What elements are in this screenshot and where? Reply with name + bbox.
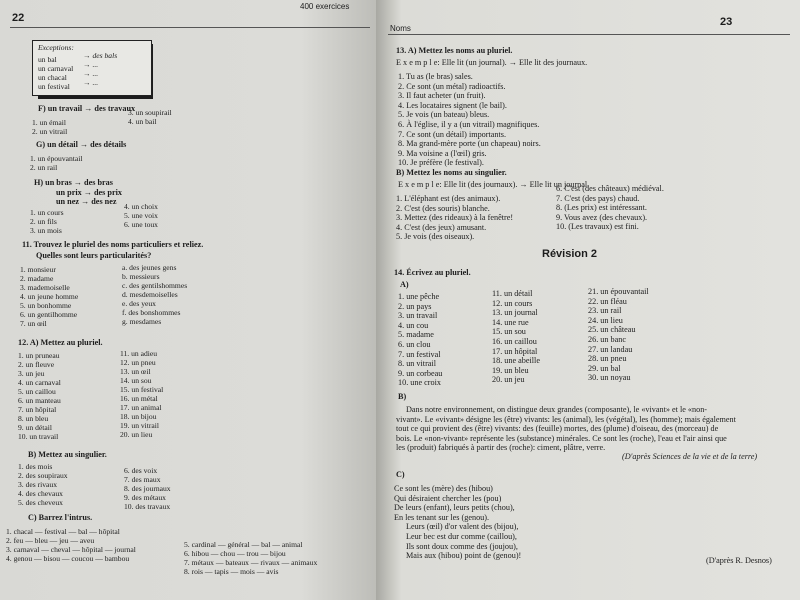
list-item: 25. un château	[588, 325, 636, 335]
list-item: 7. un hôpital	[18, 405, 57, 414]
ex14-col3	[588, 287, 649, 383]
exercise-13a-title: 13. A) Mettez les noms au pluriel.	[396, 46, 513, 55]
exercise-14-title: 14. Écrivez au pluriel.	[394, 268, 471, 277]
list-item: a. des jeunes gens	[122, 263, 177, 272]
running-head: 400 exercices	[300, 2, 350, 11]
list-item: 12. un cours	[492, 298, 533, 308]
list-item: 19. un vitrail	[120, 421, 160, 430]
ex12a-col2	[120, 349, 163, 439]
header-rule	[10, 27, 370, 28]
list-item: 8. (Les prix) est intéressant.	[556, 203, 647, 213]
list-item: 7. Ce sont (un détail) importants.	[398, 129, 507, 139]
poem-line: De leurs (enfant), leurs petits (chou),	[394, 503, 515, 513]
list-item: 7. C'est (des pays) chaud.	[556, 193, 640, 203]
list-item: → des bals	[83, 51, 118, 60]
paragraph-line: bois. Le «non-vivant» représente les (substance) minérales. Ce sont les (roche), l'eau et l'air ainsi que	[396, 433, 727, 443]
list-item: 16. un métal	[120, 394, 158, 403]
exercise-13b-example: E x e m p l e: Elle lit (des journaux). → Elle lit un journal.	[398, 180, 590, 189]
list-item: 9. un corbeau	[398, 368, 443, 378]
list-item: 1. chacal — festival — bal — hôpital	[6, 527, 120, 536]
exercise-13a-example: E x e m p l e: Elle lit (un journal). → Elle lit des journaux.	[396, 58, 588, 67]
list-item: 17. un hôpital	[492, 346, 538, 356]
list-item: 3. un mois	[30, 226, 62, 235]
left-page	[0, 0, 376, 600]
exercise-11-subtitle: Quelles sont leurs particularités?	[36, 251, 152, 260]
exercise-12c-title: C) Barrez l'intrus.	[28, 513, 93, 522]
rule-line: un nez → des nez	[56, 197, 117, 207]
list-item: un carnaval	[38, 64, 74, 73]
list-item: e. des yeux	[122, 299, 156, 308]
rule-g: G) un détail → des détails	[36, 140, 127, 149]
list-item: → ...	[83, 60, 99, 69]
header-rule	[388, 34, 790, 35]
list-item: 18. un bijou	[120, 412, 157, 421]
list-item: 4. genou — bisou — coucou — bambou	[6, 554, 130, 563]
list-item: 6. un clou	[398, 339, 431, 349]
list-item: 8. un bleu	[18, 414, 49, 423]
poem-line: Ce sont les (mère) des (hibou)	[394, 484, 493, 493]
list-item: 5. Je vois (des oiseaux).	[396, 232, 475, 242]
list-item: 20. un lieu	[120, 430, 153, 439]
list-item: 1. des mois	[18, 462, 53, 471]
poem-line: Ils sont doux comme des (joujou),	[406, 541, 518, 551]
list-item: 13. un journal	[492, 308, 538, 318]
list-item: un chacal	[38, 73, 67, 82]
list-item: b. messieurs	[122, 272, 160, 281]
list-item: 5. des cheveux	[18, 498, 63, 507]
list-item: 9. un détail	[18, 423, 52, 432]
rule-h	[34, 178, 122, 207]
list-item: 18. une abeille	[492, 356, 540, 366]
ex14-col2	[492, 289, 540, 385]
list-item: 30. un noyau	[588, 373, 631, 383]
list-item: 1. un cours	[30, 208, 64, 217]
ex13b-col1	[396, 194, 513, 242]
list-item: 5. Je vois (un bateau) bleus.	[398, 110, 490, 120]
f-col2	[128, 108, 172, 126]
list-item: 4. un choix	[124, 202, 158, 211]
list-item: 3. mademoiselle	[20, 283, 70, 292]
list-item: 4. C'est (des jeux) amusant.	[396, 222, 487, 232]
exceptions-title: Exceptions:	[38, 43, 74, 52]
ex12c-col1	[6, 527, 136, 563]
list-item: d. mesdemoiselles	[122, 290, 178, 299]
rule-f: F) un travail → des travaux	[38, 104, 136, 113]
list-item: 26. un banc	[588, 334, 626, 344]
list-item: 9. Vous avez (des chevaux).	[556, 212, 648, 222]
list-item: → ...	[83, 69, 99, 78]
list-item: 6. une toux	[124, 220, 158, 229]
poem	[394, 484, 521, 561]
list-item: 2. Ce sont (un métal) radioactifs.	[398, 81, 506, 91]
list-item: 6. hibou — chou — trou — bijou	[184, 549, 286, 558]
paragraph-line: tout ce qui provient des (être) vivants: des (feuille) mortes, des (plume) d'oiseau, des (morceau) de	[396, 424, 719, 434]
list-item: 15. un festival	[120, 385, 164, 394]
list-item: 24. un lieu	[588, 315, 623, 325]
part-c-label: C)	[396, 470, 405, 479]
list-item: 1. monsieur	[20, 265, 56, 274]
section-title: Révision 2	[542, 248, 598, 260]
list-item: 3. un soupirail	[128, 108, 172, 117]
list-item: 8. rois — tapis — mois — avis	[184, 567, 279, 576]
list-item: 4. des chevaux	[18, 489, 63, 498]
list-item: 6. un manteau	[18, 396, 61, 405]
list-item: 7. un festival	[398, 349, 441, 359]
list-item: → ...	[83, 78, 99, 87]
list-item: c. des gentilshommes	[122, 281, 188, 290]
list-item: 7. des maux	[124, 475, 161, 484]
list-item: 6. À l'église, il y a (un vitrail) magnifiques.	[398, 119, 540, 129]
poem-line: En les tenant sur les (genou).	[394, 512, 490, 522]
exceptions-box	[32, 40, 152, 96]
list-item: 6. des voix	[124, 466, 158, 475]
list-item: 1. un épouvantail	[30, 154, 83, 163]
ex12b-col1	[18, 462, 68, 507]
exercise-12a-title: 12. A) Mettez au pluriel.	[18, 338, 103, 347]
list-item: 3. Il faut acheter (un fruit).	[398, 91, 486, 101]
list-item: 2. madame	[20, 274, 54, 283]
list-item: 4. un bail	[128, 117, 157, 126]
list-item: 1. Tu as (le bras) sales.	[398, 72, 473, 81]
list-item: 20. un jeu	[492, 375, 525, 385]
list-item: 1. un émail	[32, 118, 66, 127]
list-item: 29. un bal	[588, 363, 621, 373]
list-item: 1. L'éléphant est (des animaux).	[396, 194, 501, 203]
exceptions-list	[38, 55, 73, 91]
list-item: 6. C'est (des châteaux) médiéval.	[556, 184, 664, 193]
rule-line: H) un bras → des bras	[34, 178, 113, 187]
page-number: 23	[720, 16, 733, 28]
list-item: 17. un animal	[120, 403, 162, 412]
list-item: 4. un cou	[398, 320, 429, 330]
list-item: 23. un rail	[588, 306, 622, 316]
list-item: 2. un fils	[30, 217, 57, 226]
list-item: 3. Mettez (des rideaux) à la fenêtre!	[396, 213, 514, 223]
list-item: 6. un gentilhomme	[20, 310, 78, 319]
list-item: 16. un caillou	[492, 336, 537, 346]
exercise-13b-title: B) Mettez les noms au singulier.	[396, 168, 507, 177]
poem-line: Leurs (œil) d'or valent des (bijou),	[406, 522, 519, 532]
paragraph	[396, 405, 736, 453]
list-item: 1. un pruneau	[18, 351, 60, 360]
list-item: 11. un adieu	[120, 349, 158, 358]
h-col2	[124, 202, 158, 229]
list-item: 14. une rue	[492, 317, 529, 327]
list-item: 5. cardinal — général — bal — animal	[184, 540, 303, 549]
list-item: 2. C'est (des souris) blanche.	[396, 203, 490, 213]
list-item: 4. un carnaval	[18, 378, 61, 387]
list-item: 10. un travail	[18, 432, 59, 441]
poem-line: Qui désiraient chercher les (pou)	[394, 493, 502, 503]
list-item: g. mesdames	[122, 317, 162, 326]
source-citation: (D'après Sciences de la vie et de la terre)	[622, 452, 758, 461]
list-item: f. des bonshommes	[122, 308, 181, 317]
list-item: 21. un épouvantail	[588, 287, 649, 296]
running-head: Noms	[390, 24, 411, 33]
list-item: 19. un bleu	[492, 365, 529, 375]
list-item: 2. un pays	[398, 301, 432, 311]
source-citation: (D'après R. Desnos)	[706, 556, 772, 565]
list-item: 2. un rail	[30, 163, 58, 172]
list-item: 12. un pneu	[120, 358, 156, 367]
exercise-11-title: 11. Trouvez le pluriel des noms particuliers et reliez.	[22, 240, 204, 249]
list-item: 1. une pêche	[398, 292, 440, 301]
page-number: 22	[12, 12, 25, 24]
part-b-label: B)	[398, 392, 407, 401]
rule-line: un prix → des prix	[56, 187, 122, 197]
list-item: 2. des soupiraux	[18, 471, 68, 480]
paragraph-line: vivant». Le «vivant» désigne les (être) vivants: les (animal), les (végétal), les (homme); mais également	[396, 414, 736, 424]
list-item: 10. Je préfère (le festival).	[398, 158, 484, 168]
list-item: 22. un fléau	[588, 296, 627, 306]
exercise-12b-title: B) Mettez au singulier.	[28, 450, 107, 459]
list-item: 2. un fleuve	[18, 360, 55, 369]
g-list	[30, 154, 83, 172]
list-item: 4. Les locataires signent (le bail).	[398, 100, 507, 110]
list-item: 5. madame	[398, 330, 434, 340]
ex11-col2	[122, 263, 187, 326]
ex12a-col1	[18, 351, 61, 441]
poem-line: Leur bec est dur comme (caillou),	[406, 531, 517, 541]
list-item: 27. un landau	[588, 344, 633, 354]
right-page	[376, 0, 800, 600]
list-item: 5. une voix	[124, 211, 158, 220]
paragraph-line: Dans notre environnement, on distingue deux grandes (composante), le «vivant» et le «non-	[406, 405, 708, 414]
list-item: 3. un jeu	[18, 369, 45, 378]
list-item: 9. des métaux	[124, 493, 166, 502]
list-item: 7. un œil	[20, 319, 47, 328]
list-item: 3. un travail	[398, 311, 438, 321]
ex13a-list	[398, 72, 541, 168]
exceptions-arrows	[83, 51, 117, 87]
list-item: un bal	[38, 55, 57, 64]
list-item: 2. feu — bleu — jeu — aveu	[6, 536, 95, 545]
ex11-col1	[20, 265, 78, 328]
list-item: 8. des journaux	[124, 484, 171, 493]
list-item: 2. un vitrail	[32, 127, 68, 136]
list-item: 4. un jeune homme	[20, 292, 79, 301]
ex12c-col2	[184, 540, 317, 576]
list-item: 28. un pneu	[588, 354, 627, 364]
list-item: 5. un caillou	[18, 387, 56, 396]
list-item: 9. Ma voisine a (l'œil) gris.	[398, 148, 487, 158]
h-col1	[30, 208, 64, 235]
list-item: 3. carnaval — cheval — hôpital — journal	[6, 545, 136, 554]
ex13b-col2	[556, 184, 664, 232]
list-item: un festival	[38, 82, 70, 91]
list-item: 8. Ma grand-mère porte (un chapeau) noirs.	[398, 139, 541, 149]
list-item: 5. un bonhomme	[20, 301, 72, 310]
list-item: 7. métaux — bateaux — rivaux — animaux	[184, 558, 318, 567]
f-col1	[32, 118, 67, 136]
list-item: 10. une croix	[398, 378, 441, 388]
poem-line: Mais aux (hibou) point de (genou)!	[406, 551, 522, 561]
ex12b-col2	[124, 466, 171, 511]
part-a-label: A)	[400, 280, 409, 289]
list-item: 10. des travaux	[124, 502, 171, 511]
list-item: 11. un détail	[492, 289, 533, 298]
list-item: 8. un vitrail	[398, 359, 436, 369]
paragraph-line: les (produit) fabriqués à partir des (roche): ciment, plâtre, verre.	[396, 443, 606, 453]
ex14-col1	[398, 292, 442, 388]
list-item: 10. (Les travaux) est fini.	[556, 222, 639, 232]
list-item: 15. un sou	[492, 327, 526, 337]
list-item: 13. un œil	[120, 367, 151, 376]
list-item: 14. un sou	[120, 376, 152, 385]
list-item: 3. des rivaux	[18, 480, 58, 489]
